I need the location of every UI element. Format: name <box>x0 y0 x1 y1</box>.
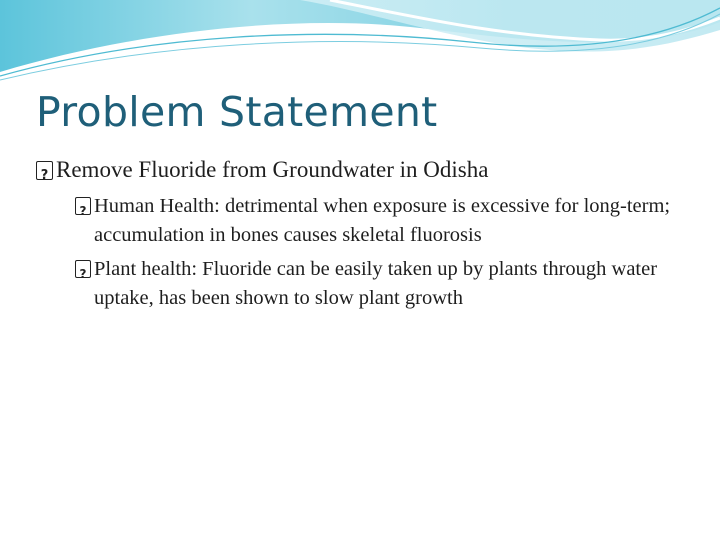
slide-title: Problem Statement <box>36 88 438 136</box>
slide-body <box>36 155 686 318</box>
sub-bullet-point-plant-health <box>94 255 686 313</box>
sub-point-text: Human Health: detrimental when exposure is excessive for long-term; accumulation in bones causes skeletal fluorosis <box>94 195 671 246</box>
main-bullet-point <box>36 155 686 185</box>
main-point-text: Remove Fluoride from Groundwater in Odisha <box>56 157 489 182</box>
decorative-wave-header <box>0 0 720 90</box>
sub-point-text: Plant health: Fluoride can be easily taken up by plants through water uptake, has been shown to slow plant growth <box>94 258 658 309</box>
bullet-icon <box>36 161 53 180</box>
sub-bullet-point-human-health <box>94 192 686 250</box>
bullet-icon <box>75 197 91 215</box>
bullet-icon <box>75 260 91 278</box>
